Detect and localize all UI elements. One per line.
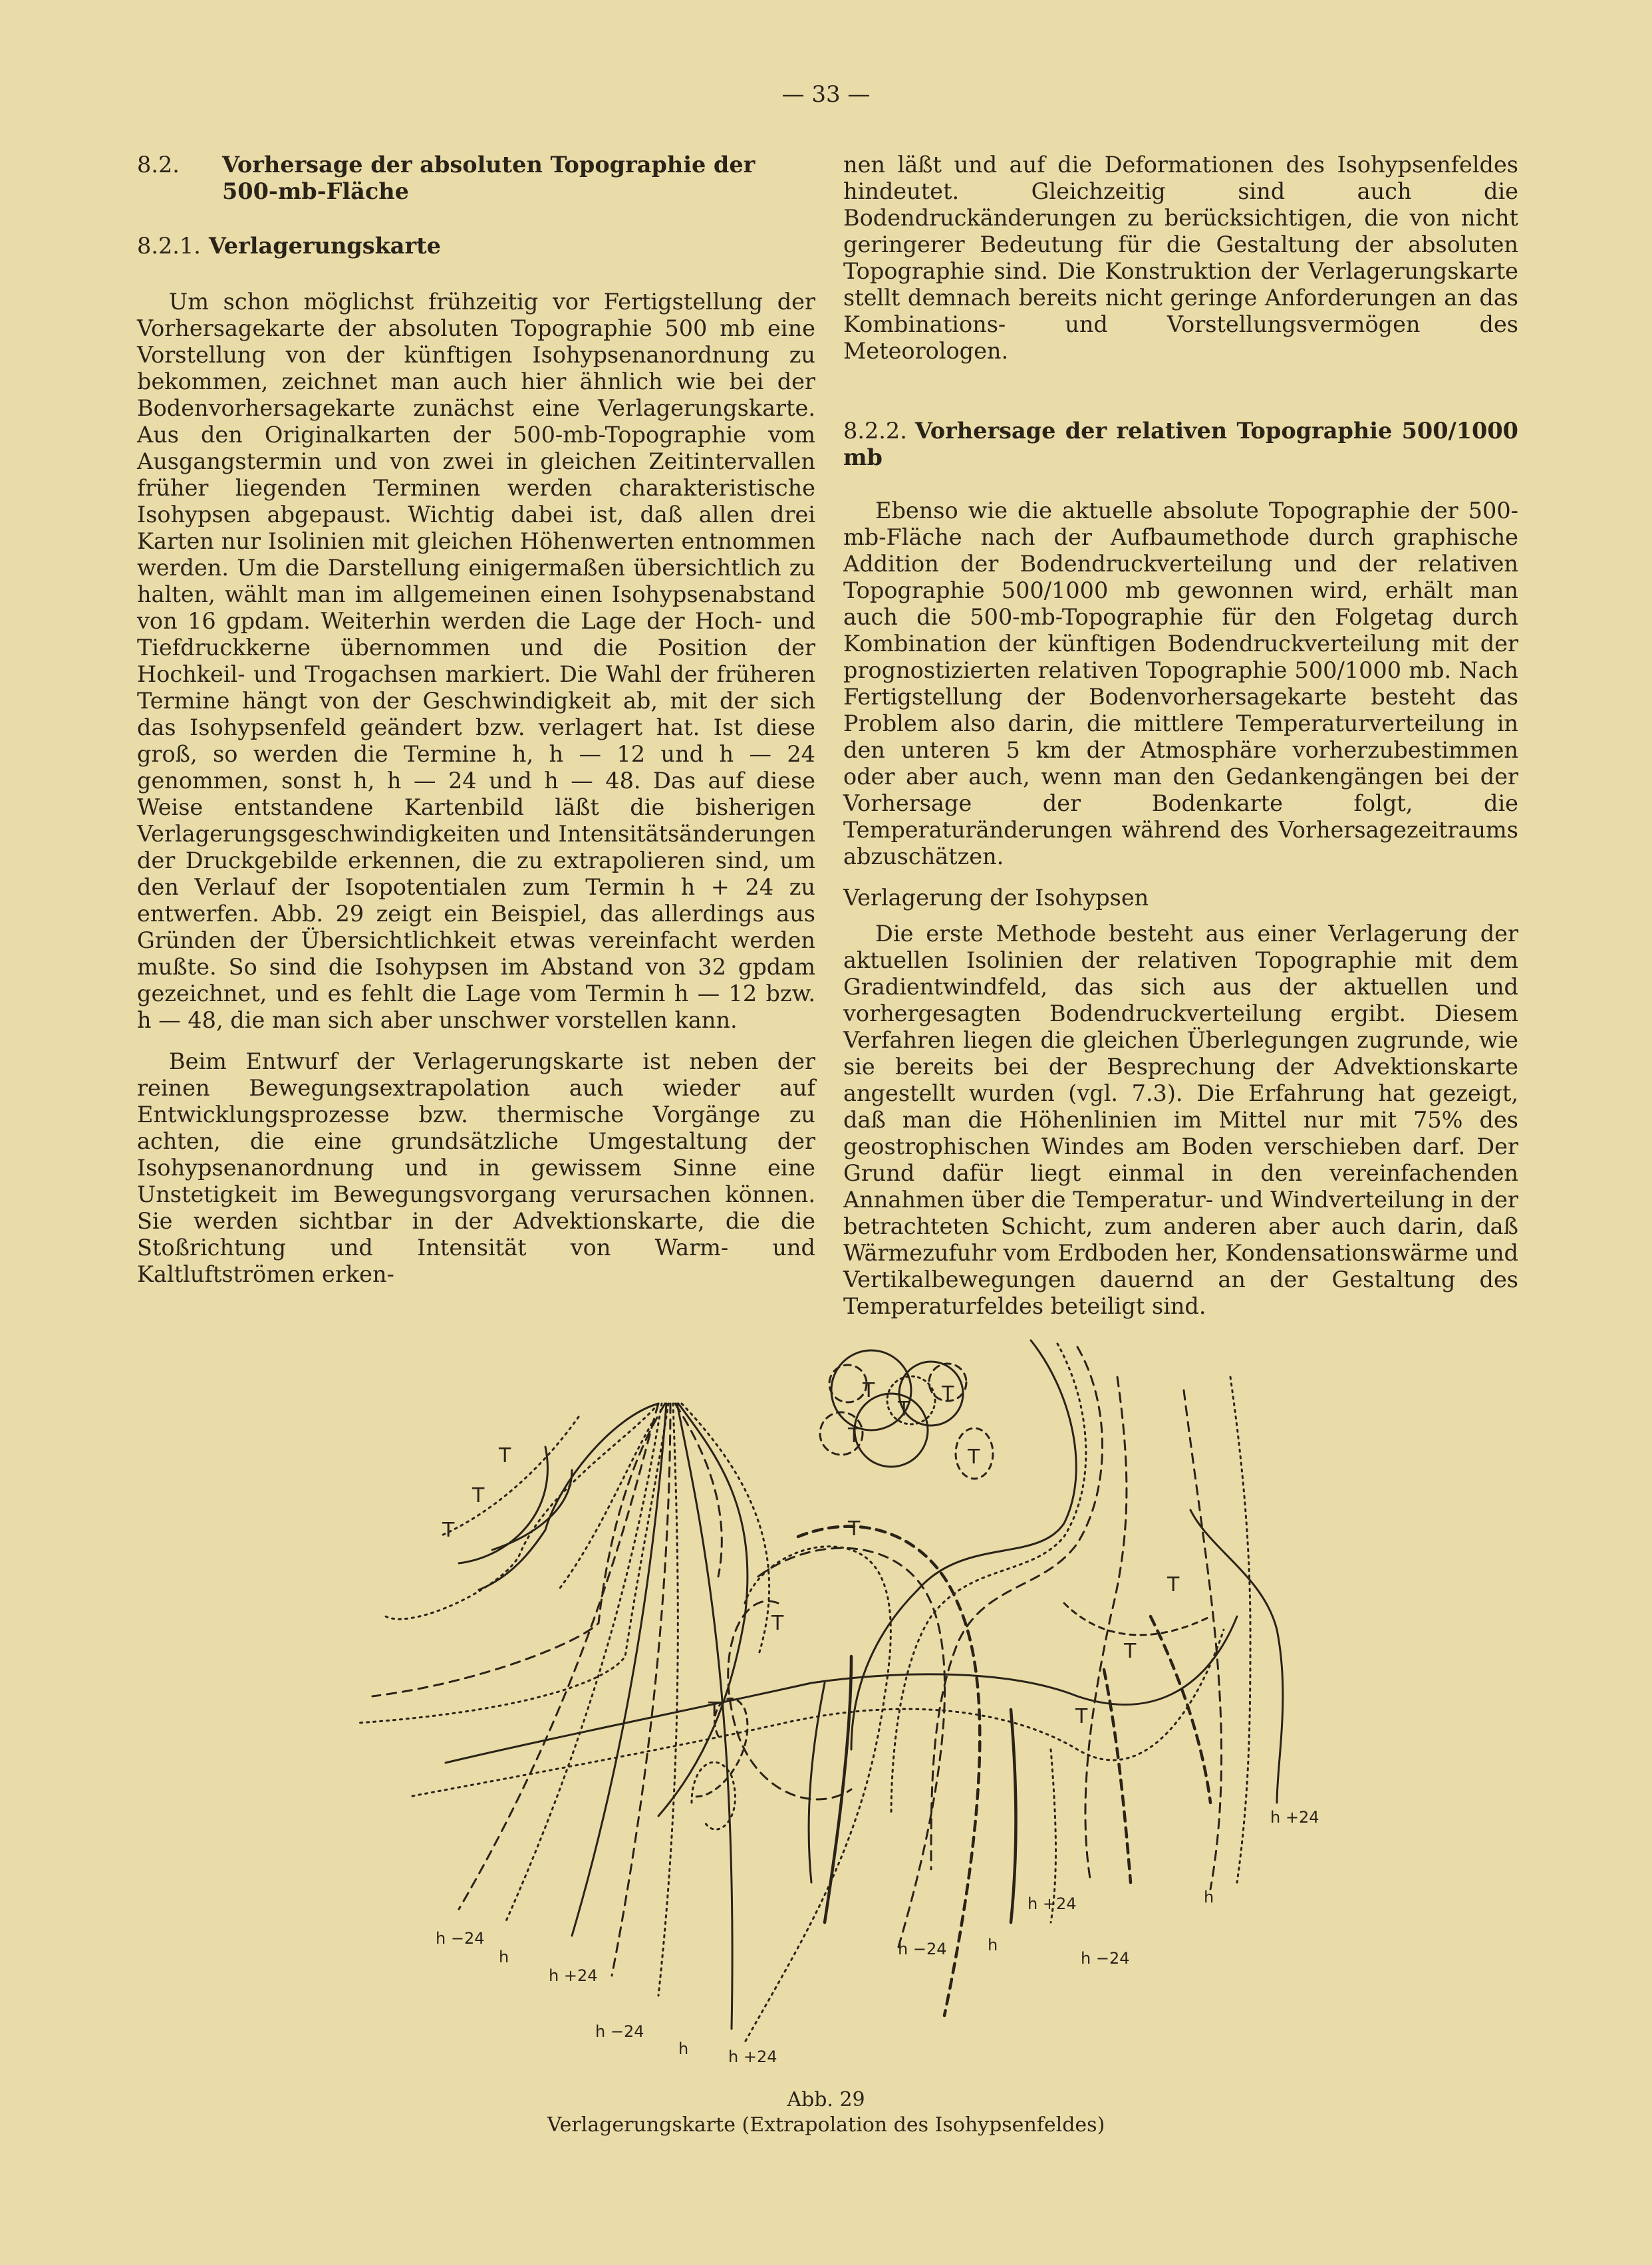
low-marker: T — [968, 1445, 980, 1469]
caption-text: Verlagerungskarte (Extrapolation des Isohypsenfeldes) — [547, 2113, 1105, 2137]
section-number: 8.2.2. — [843, 418, 907, 444]
label-h: h — [499, 1948, 509, 1966]
isohypse-h — [682, 1404, 769, 1656]
isohypse-h-minus-24 — [798, 1527, 980, 2016]
isohypse-h-plus-24 — [851, 1340, 1076, 1749]
section-title: Vorhersage der relativen Topographie 500/1000 mb — [843, 418, 1518, 470]
time-labels — [436, 1808, 1319, 2066]
label-h-plus-24: h +24 — [1270, 1808, 1319, 1827]
figure-caption — [0, 2087, 1652, 2138]
body-paragraph: Ebenso wie die aktuelle absolute Topographie der 500-mb-Fläche nach der Aufbaumethode durch graphische Addition der Bodendruckverteilung und der relativen Topographie 500/1000 mb gewonnen wird, erhält man auch die 500-mb-Topographie für den Folgetag durch Kombination der künftigen Bodendruckverteilung mit der prognostizierten relativen Topographie 500/1000 mb. Nach Fertigstellung der Bodenvorhersagekarte besteht das Problem also darin, die mittlere Temperaturverteilung in den unteren 5 km der Atmosphäre vorherzubestimmen oder aber auch, wenn man den Gedankengängen bei der Vorhersage der Bodenkarte folgt, die Temperaturänderungen während des Vorhersagezeitraums abzuschätzen. — [843, 498, 1518, 869]
page-number: — 33 — — [781, 81, 871, 108]
isohypse-h — [386, 1404, 658, 1619]
isohypse-h-minus-24 — [372, 1404, 665, 1696]
body-paragraph: Um schon möglichst frühzeitig vor Fertigstellung der Vorhersagekarte der absoluten Topographie 500 mb eine Vorstellung von der künftigen Isohypsenanordnung zu bekommen, zeichnet man auch hier ähnlich wie bei der Bodenvorhersagekarte zunächst eine Verlagerungskarte. Aus den Originalkarten der 500-mb-Topographie vom Ausgangstermin und von zwei in gleichen Zeitintervallen früher liegenden Terminen werden charakteristische Isohypsen abgepaust. Wichtig dabei ist, daß allen drei Karten nur Isolinien mit gleichen Höhenwerten entnommen werden. Um die Darstellung einigermaßen übersichtlich zu halten, wählt man im allgemeinen einen Isohypsenabstand von 16 gpdam. Weiterhin werden die Lage der Hoch- und Tiefdruckkerne übernommen und die Position der Hochkeil- und Trogachsen markiert. Die Wahl der früheren Termine hängt von der Geschwindigkeit ab, mit der sich das Isohypsenfeld geändert bzw. verlagert hat. Ist diese groß, so werden die Termine h, h — 12 und h — 24 genommen, sonst h, h — 24 und h — 48. Das auf diese Weise entstandene Kartenbild läßt die bisherigen Verlagerungsgeschwindigkeiten und Intensitätsänderungen der Druckgebilde erkennen, die zu extrapolieren sind, um den Verlauf der Isopotentialen zum Termin h + 24 zu entwerfen. Abb. 29 zeigt ein Beispiel, das allerdings aus Gründen der Übersichtlichkeit etwas vereinfacht werden mußte. So sind die Isohypsen im Abstand von 32 gpdam gezeichnet, und es fehlt die Lage vom Termin h — 12 bzw. h — 48, die man sich aber unschwer vorstellen kann. — [137, 289, 815, 1033]
low-marker: T — [771, 1612, 784, 1635]
low-marker: T — [863, 1379, 875, 1402]
isohypse-h-plus-24 — [572, 1404, 666, 1936]
isohypse-h — [1230, 1377, 1250, 1883]
label-h-minus-24: h −24 — [436, 1929, 485, 1948]
label-h: h — [1204, 1888, 1214, 1906]
isohypse-h-minus-24 — [612, 1404, 670, 1976]
figure-verlagerungskarte — [346, 1337, 1343, 2082]
isohypse-h — [891, 1344, 1086, 1816]
subheading: Verlagerung der Isohypsen — [843, 885, 1149, 911]
label-h: h — [988, 1936, 998, 1954]
isohypses-right — [851, 1340, 1283, 1922]
isohypse-h-minus-24 — [459, 1404, 658, 1909]
section-8-2-2-heading — [843, 418, 1518, 471]
low-marker: T — [499, 1444, 511, 1467]
isohypse-h-plus-24 — [677, 1404, 732, 2029]
low-marker: T — [1124, 1640, 1137, 1663]
isohypse-h-minus-24 — [1184, 1390, 1222, 1889]
low-marker: T — [942, 1382, 954, 1406]
section-title: Vorhersage der absoluten Topographie der 500-mb-Fläche — [222, 152, 756, 204]
low-markers — [442, 1379, 1180, 1728]
isohypse-h — [439, 1417, 579, 1537]
low-marker: T — [1167, 1573, 1180, 1596]
body-paragraph: Beim Entwurf der Verlagerungskarte ist neben der reinen Bewegungsextrapolation auch wieder auf Entwicklungsprozesse bzw. thermische Vorgänge zu achten, die eine grundsätzliche Umgestaltung der Isohypsenanordnung und in gewissem Sinne eine Unstetigkeit im Bewegungsvorgang verursachen können. Sie werden sichtbar in der Advektionskarte, die die Stoßrichtung und Intensität von Warm- und Kaltluftströmen erken- — [137, 1048, 815, 1287]
isohypse-h-minus-24 — [1151, 1616, 1210, 1803]
caption-number: Abb. 29 — [787, 2088, 865, 2111]
low-center-circle — [829, 1365, 867, 1402]
label-h-plus-24: h +24 — [1028, 1894, 1077, 1913]
label-h: h — [678, 2039, 689, 2058]
isohypse-h-minus-24 — [1104, 1670, 1131, 1883]
section-8-2-heading — [137, 152, 815, 205]
left-column — [137, 152, 815, 1288]
isohypse-h-plus-24 — [1190, 1510, 1283, 1803]
isohypse-h-minus-24 — [1064, 1603, 1210, 1635]
body-paragraph: Die erste Methode besteht aus einer Verlagerung der aktuellen Isolinien der relativen Topographie mit dem Gradientwindfeld, das sich aus der aktuellen und vorhergesagten Bodendruckverteilung ergibt. Diesem Verfahren liegen die gleichen Überlegungen zugrunde, wie sie bereits bei der Besprechung der Advektionskarte angestellt wurden (vgl. 7.3). Die Erfahrung hat gezeigt, daß man die Höhenlinien im Mittel nur mit 75% des geostrophischen Windes am Boden verschieben darf. Der Grund dafür liegt einmal in den vereinfachenden Annahmen über die Temperatur- und Windverteilung in der betrachteten Schicht, zum anderen aber auch darin, daß Wärmezufuhr vom Erdboden her, Kondensationswärme und Vertikalbewegungen dauernd an der Gestaltung des Temperaturfeldes beteiligt sind. — [843, 921, 1518, 1319]
isohypse-h — [359, 1404, 668, 1723]
isohypse-h-minus-24 — [1085, 1377, 1127, 1883]
isohypse-h-minus-24 — [728, 1601, 851, 1799]
low-marker: T — [442, 1519, 455, 1542]
label-h-minus-24: h −24 — [898, 1940, 947, 1958]
isohypse-h — [505, 1404, 662, 1922]
right-column — [843, 152, 1518, 1320]
section-number: 8.2.1. — [137, 233, 201, 259]
isohypse-h-plus-24 — [809, 1683, 825, 1883]
section-title: Verlagerungskarte — [208, 233, 441, 259]
isohypse-h-plus-24 — [479, 1404, 658, 1590]
low-marker: T — [898, 1398, 910, 1421]
label-h-plus-24: h +24 — [728, 2047, 777, 2066]
low-marker: T — [708, 1698, 721, 1722]
label-h-minus-24: h −24 — [1081, 1949, 1130, 1968]
low-marker: T — [848, 1517, 861, 1541]
isohypse-h-plus-24 — [825, 1656, 851, 1922]
low-marker: T — [472, 1484, 485, 1507]
isohypses-upper-left — [439, 1417, 579, 1563]
isohypse-h — [559, 1424, 652, 1590]
isohypse-h-plus-24 — [658, 1404, 748, 1816]
label-h-plus-24: h +24 — [549, 1966, 598, 1985]
isohypse-h-plus-24 — [492, 1470, 572, 1550]
label-h-minus-24: h −24 — [595, 2022, 644, 2041]
isohypse-h-plus-24 — [1011, 1710, 1016, 1922]
body-paragraph: nen läßt und auf die Deformationen des Isohypsenfeldes hindeutet. Gleichzeitig sind auch die Bodendruckänderungen zu berücksichtigen, die von nicht geringerer Bedeutung für die Gestaltung der absoluten Topographie sind. Die Konstruktion der Verlagerungskarte stellt demnach bereits nicht geringe Anforderungen an das Kombinations- und Vorstellungsvermögen des Meteorologen. — [843, 152, 1518, 364]
low-marker: T — [1075, 1705, 1088, 1728]
low-marker: T — [848, 1424, 861, 1447]
section-8-2-1-heading — [137, 233, 815, 259]
section-number: 8.2. — [137, 152, 180, 178]
